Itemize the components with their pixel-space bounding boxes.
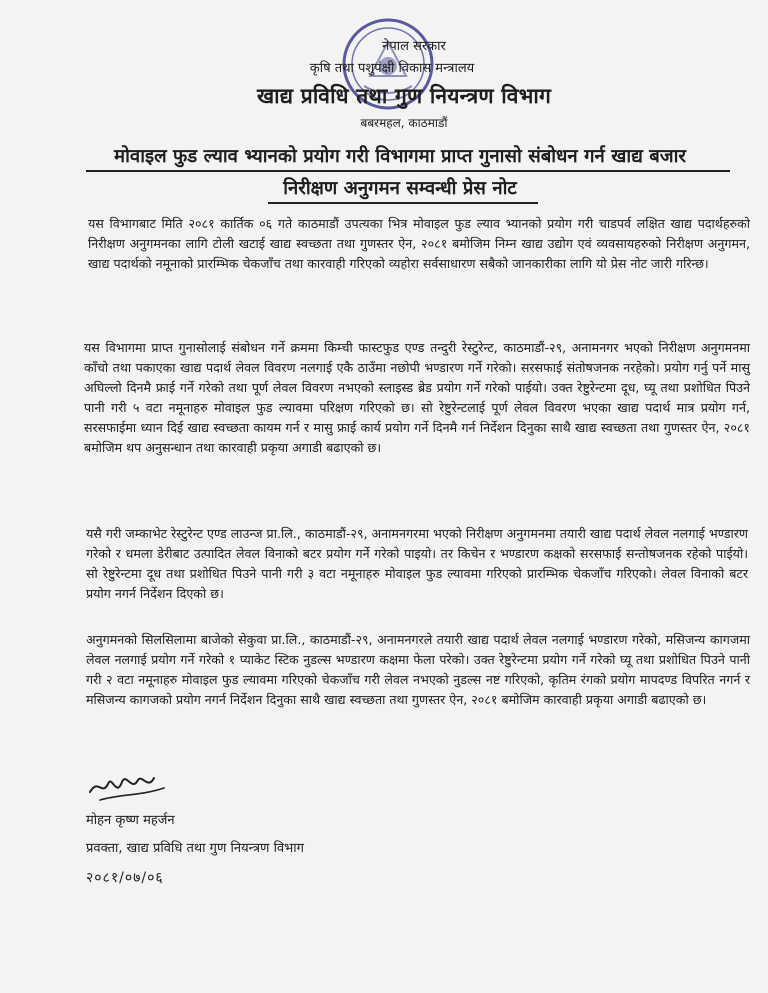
title-underline-2 [268, 202, 538, 204]
paragraph-bajeko-sekuwa: अनुगमनको सिलसिलामा बाजेको सेकुवा प्रा.लि., काठमाडौं-२९, अनामनगरले तयारी खाद्य पदार्थ लेवल नलगाई भण्डारण गरेको, मसिजन्य कागजमा लेवल नलगाई प्रयोग गर्ने गरेको १ प्याकेट स्टिक नुडल्स भण्डारण कक्षमा फेला परेको। उक्त रेष्टुरेन्टमा प्रयोग गर्ने गरेको घ्यू तथा प्रशोधित पिउने पानी गरी २ वटा नमूनाहरु मोवाइल फुड ल्यावमा गरिएको चेकजाँच गरी लेवल नभएको नुडल्स नष्ट गरिएको, कृतिम रंगको प्रयोग मापदण्ड विपरित नगर्न र मसिजन्य कागजको प्रयोग नगर्न निर्देशन दिनुका साथै खाद्य स्वच्छता तथा गुणस्तर ऐन, २०८१ बमोजिम कारवाही प्रकृया अगाडी बढाएको छ। [86, 632, 750, 708]
press-note-title-line-2: निरीक्षण अनुगमन सम्वन्धी प्रेस नोट [283, 178, 517, 199]
department-address: बबरमहल, काठमाडौं [360, 116, 448, 130]
paragraph-kimchi-restaurant: यस विभागमा प्राप्त गुनासोलाई संबोधन गर्ने क्रममा किम्ची फास्टफुड एण्ड तन्दुरी रेस्टुरेन्ट, काठमाडौं-२९, अनामनगर भएको निरीक्षण अनुगमनमा काँचो तथा पकाएका खाद्य पदार्थ लेवल विवरण नलगाई एकै ठाउँमा नछोपी भण्डारण गर्ने गरेको। सरसफाई संतोषजनक नरहेको। प्रयोग गर्नु पर्ने मासु अघिल्लो दिनमै फ्राई गर्ने गरेको तथा पूर्ण लेवल विवरण नभएको स्लाइस्ड ब्रेड प्रयोग गर्ने गरेको पाईयो। उक्त रेष्टुरेन्टमा दूध, घ्यू तथा प्रशोधित पिउने पानी गरी ५ वटा नमूनाहरु मोवाइल फुड ल्यावमा परिक्षण गरिएको छ। सो रेष्टुरेन्टलाई पूर्ण लेवल विवरण भएका खाद्य पदार्थ मात्र प्रयोग गर्न, सरसफाईमा ध्यान दिई खाद्य स्वच्छता कायम गर्न र मासु फ्राई कार्य प्रयोग गर्ने दिनमै गर्न निर्देशन दिनुका साथै खाद्य स्वच्छता तथा गुणस्तर ऐन, २०८१ बमोजिम थप अनुसन्धान तथा कारवाही प्रकृया अगाडी बढाएको छ। [84, 340, 750, 456]
press-note-title-line-1: मोवाइल फुड ल्याव भ्यानको प्रयोग गरी विभागमा प्राप्त गुनासो संबोधन गर्न खाद्य बजार [114, 146, 686, 167]
signatory-name: मोहन कृष्ण महर्जन [86, 813, 175, 828]
handwritten-signature [80, 762, 200, 812]
ministry-name: कृषि तथा पशुपंक्षी विकास मन्त्रालय [309, 61, 475, 76]
signatory-designation: प्रवक्ता, खाद्य प्रविधि तथा गुण नियन्त्रण विभाग [86, 841, 304, 856]
department-name: खाद्य प्रविधि तथा गुण नियन्त्रण विभाग [256, 84, 552, 108]
paragraph-intro: यस विभागबाट मिति २०८१ कार्तिक ०६ गते काठमाडौं उपत्यका भित्र मोवाइल फुड ल्याव भ्यानको प्रयोग गरी चाडपर्व लक्षित खाद्य पदार्थहरुको निरीक्षण अनुगमनका लागि टोली खटाई खाद्य स्वच्छता तथा गुणस्तर ऐन, २०८१ बमोजिम निम्न खाद्य उद्योग एवं व्यवसायहरुको निरीक्षण अनुगमन, खाद्य पदार्थको नमूनाको प्रारम्भिक चेकजाँच तथा कारवाही गरिएको व्यहोरा सर्वसाधारण सबैको जानकारीका लागि यो प्रेस नोट जारी गरिन्छ। [88, 216, 750, 272]
paragraph-jamkabhet-restaurant: यसै गरी जम्काभेट रेस्टुरेन्ट एण्ड लाउन्ज प्रा.लि., काठमाडौं-२९, अनामनगरमा भएको निरीक्षण अनुगमनमा तयारी खाद्य पदार्थ लेवल नलगाई भण्डारण गरेको र धमला डेरीबाट उत्पादित लेवल विनाको बटर प्रयोग गर्ने गरेको पाइयो। तर किचेन र भण्डारण कक्षको सरसफाई सन्तोषजनक रहेको पाईयो। सो रेष्टुरेन्टमा दूध तथा प्रशोधित पिउने पानी गरी ३ वटा नमूनाहरु मोवाइल फुड ल्यावमा गरिएको प्रारम्भिक चेकजाँच गरिएको। लेवल विनाको बटर प्रयोग नगर्न निर्देशन दिएको छ। [86, 526, 748, 602]
government-name: नेपाल सरकार [382, 39, 446, 54]
press-note-date: २०८१/०७/०६ [86, 870, 164, 886]
